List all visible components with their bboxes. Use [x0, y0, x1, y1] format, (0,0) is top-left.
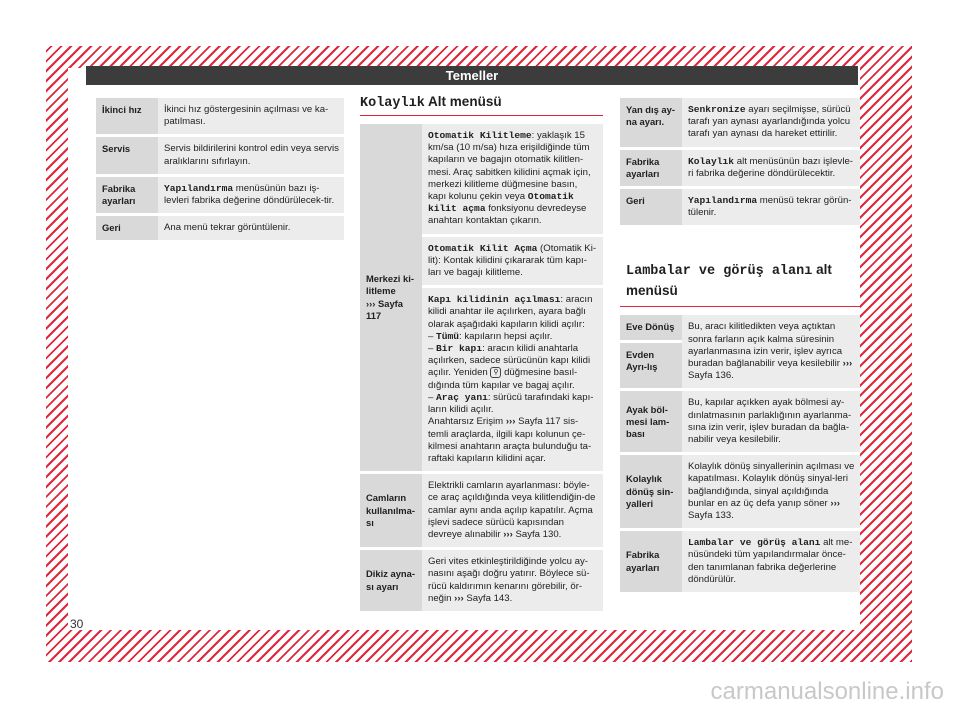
- merkezi-key: Merkezi ki-litleme: [366, 273, 414, 297]
- menu-term: Yapılandırma: [164, 182, 234, 194]
- row-text: : kapıların hepsi açılır.: [459, 330, 553, 342]
- row-text: Geri vites etkinleştirildiğinde yolcu ay-nasını aşağı doğru yatırır. Böylece sü-rücü kaldırımın kenarını görebilir, ör-neğin: [428, 556, 590, 604]
- row-value: Bu, kapılar açıkken ayak bölmesi ay-dınlatmasının parlaklığının ayarlanma-sına izin verir, işlev buradan da bağla-nabilir veya kesilebilir.: [682, 390, 860, 454]
- row-value: [682, 315, 860, 390]
- row-text: Bu, aracı kilitledikten veya açtıktan sonra farların açık kalma süresinin ayarlanmasına izin verir, işlev ayrıca buradan bağlanabilir veya kesilebilir: [688, 321, 843, 370]
- row-text: (Otomatik Ki-lit): Kontak kilidini çıkararak tüm kapı-ları ve bagajı kilitleme.: [428, 242, 597, 279]
- watermark: carmanualsonline.info: [710, 678, 944, 705]
- menu-term: Araç yanı: [436, 391, 488, 403]
- row-text: : yaklaşık 15 km/sa (10 m/sa) hıza erişildiğinde tüm kapıların ve bagajın otomatik kilitlen-mesi. Araç sabitken kilidini açmak için, merkezi kilitleme düğmesine basın, kapı kolunu çekin veya: [428, 130, 591, 203]
- table-row: [620, 315, 860, 341]
- row-key: Ayak böl-mesi lam-bası: [620, 390, 682, 454]
- row-text: menüsü tekrar görün-tülenir.: [688, 195, 852, 219]
- ref-arrow: ›››: [366, 297, 376, 309]
- row-key: Servis: [96, 136, 158, 175]
- right-column: [620, 98, 860, 595]
- row-key: Camların kullanılma-sı: [360, 473, 422, 549]
- menu-term: Lambalar ve görüş alanı: [688, 537, 821, 549]
- row-value: [422, 124, 603, 235]
- row-key: Yan dış ay-na ayarı.: [620, 98, 682, 148]
- row-text: Elektrikli camların ayarlanması: böyle-ce araç açıldığında veya kilitlendiğin-de camlar aynı anda açılıp kapatılır. Açma işlevi sadece sürücü kapısından devreye alınabilir: [428, 480, 596, 540]
- row-value: Servis bildirilerini kontrol edin veya servis aralıklarını sıfırlayın.: [158, 136, 344, 175]
- row-key: Fabrika ayarları: [620, 148, 682, 187]
- settings-table-left: [96, 98, 344, 243]
- row-value: [682, 148, 860, 187]
- unlock-key-icon: ⚲: [490, 367, 501, 378]
- row-text: Kolaylık dönüş sinyallerinin açılması ve kapatılması. Kolaylık dönüş sinyal-leri bağlandığında, sinyal açıldığında bunlar en az üç defa yanıp söner: [688, 461, 855, 509]
- menu-term: Kapı kilidinin açılması: [428, 294, 561, 306]
- row-text: Sayfa 133.: [688, 510, 734, 522]
- page-header: Temeller: [86, 66, 858, 85]
- table-row: [360, 124, 603, 235]
- table-row: [96, 175, 344, 214]
- row-key: Kolaylık dönüş sin-yalleri: [620, 454, 682, 530]
- row-text: düğmesine basıl-dığında tüm kapılar ve bagaj açılır.: [428, 367, 578, 391]
- menu-term: Bir kapı: [436, 343, 483, 355]
- row-key: İkinci hız: [96, 98, 158, 136]
- menu-term: Kolaylık: [688, 155, 735, 167]
- row-key: Dikiz ayna-sı ayarı: [360, 549, 422, 613]
- menu-term: Senkronize: [688, 104, 746, 115]
- row-value: [682, 454, 860, 530]
- row-text: menüsünün bazı iş-levleri fabrika değerine döndürülecek-tir.: [164, 182, 335, 207]
- row-key: Evden Ayrı-lış: [620, 341, 682, 390]
- table-row: [360, 473, 603, 549]
- table-row: [620, 188, 860, 227]
- table-row: [96, 98, 344, 136]
- row-key: Geri: [96, 215, 158, 242]
- table-row: [360, 549, 603, 613]
- menu-term: Otomatik kilit açma: [428, 191, 574, 215]
- row-text: Anahtarsız Erişim: [428, 416, 506, 428]
- ref-arrow: ›››: [505, 416, 516, 428]
- row-text: Sayfa 130.: [512, 528, 562, 540]
- section-title-term: Kolaylık: [360, 96, 425, 111]
- row-key: Fabrika ayarları: [620, 530, 682, 594]
- row-value: Kapı kilidinin açılması: aracın kilidi anahtar ile açılırken, ayara bağlı olarak aşağıdaki kapıların kilidi açılır: – Tümü: kapıların hepsi açılır. – Bir kapı: aracın kilidi anahtarla açılırken, sadece sürücünün kapı kilidi açılır. Yeniden ⚲ düğmesine basıl-dığında tüm kapılar ve bagaj açılır. – Araç yanı: sürücü tarafındaki kapı-ların kilidi açılır. Anahtarsız Erişim ››› Sayfa 117 sis-temli araçlarda, ilgili kapı kolunun çe-kilmesi anahtarın araçta bulunduğu ta-raftaki kapıların kilidini açar.: [422, 287, 603, 473]
- row-key: Eve Dönüş: [620, 315, 682, 341]
- row-text: ayarı seçilmişse, sürücü tarafı yan aynası ayarlandığında yolcu tarafı yan aynası da hareket ettirilir.: [688, 104, 851, 140]
- section-title: [620, 260, 860, 307]
- ref-arrow: ›››: [503, 528, 513, 540]
- table-row: [620, 390, 860, 454]
- table-row: [620, 454, 860, 530]
- ref-arrow: ›››: [842, 358, 853, 370]
- middle-column: [360, 94, 603, 614]
- row-value: [422, 235, 603, 287]
- menu-term: Tümü: [436, 330, 460, 342]
- table-row: [620, 148, 860, 187]
- row-key: Geri: [620, 188, 682, 227]
- settings-table-right-top: [620, 98, 860, 228]
- menu-term: Otomatik Kilitleme: [428, 130, 532, 141]
- row-text: Sayfa 117 sis-temli araçlarda, ilgili kapı kolunun çe-kilmesi anahtarın araçta bulunduğu ta-raftaki kapıların kilidini açar.: [428, 416, 592, 464]
- left-column: [96, 98, 344, 243]
- section-title: [360, 94, 603, 116]
- section-title-term: Lambalar ve görüş alanı: [626, 264, 813, 280]
- row-value: [682, 530, 860, 594]
- row-text: alt menüsünün bazı işlevle-ri fabrika değerine döndürülecektir.: [688, 155, 853, 179]
- row-key: Fabrika ayarları: [96, 175, 158, 214]
- section-title-rest: Alt menüsü: [424, 94, 502, 109]
- table-row: [96, 215, 344, 242]
- settings-table-lights: [620, 315, 860, 595]
- row-text: Sayfa 143.: [463, 592, 513, 604]
- menu-term: Yapılandırma: [688, 195, 758, 207]
- row-value: [422, 473, 603, 549]
- row-value: [682, 98, 860, 148]
- row-key: [360, 124, 422, 473]
- row-value: [422, 549, 603, 613]
- row-text: Sayfa 136.: [688, 370, 734, 382]
- ref-arrow: ›››: [830, 497, 840, 509]
- row-text: : aracın kilidi anahtarla açılırken, sadece sürücünün kapı kilidi açılır. Yeniden: [428, 343, 591, 379]
- row-text: : sürücü tarafındaki kapı-ların kilidi açılır.: [428, 391, 594, 416]
- settings-table-middle: [360, 124, 603, 614]
- section-title-rest: alt menüsü: [626, 262, 832, 299]
- row-text: alt me-nüsündeki tüm yapılandırmalar önce-den tanımlanan fabrika değerlerine döndürülür.: [688, 537, 853, 585]
- row-value: İkinci hız göstergesinin açılması ve ka-patılması.: [158, 98, 344, 136]
- page-number: 30: [70, 617, 84, 631]
- table-row: [96, 136, 344, 175]
- table-row: [620, 530, 860, 594]
- menu-term: Otomatik Kilit Açma: [428, 242, 538, 254]
- ref-text: Sayfa 117: [366, 297, 403, 321]
- row-text: fonksiyonu devredeyse anahtarı kontaktan çıkarın.: [428, 203, 587, 227]
- row-value: Ana menü tekrar görüntülenir.: [158, 215, 344, 242]
- table-row: [620, 98, 860, 148]
- row-text: : aracın kilidi anahtar ile açılırken, ayara bağlı olarak aşağıdaki kapıların kilidi açılır:: [428, 294, 593, 330]
- ref-arrow: ›››: [454, 592, 464, 604]
- row-value: [158, 175, 344, 214]
- row-value: [682, 188, 860, 227]
